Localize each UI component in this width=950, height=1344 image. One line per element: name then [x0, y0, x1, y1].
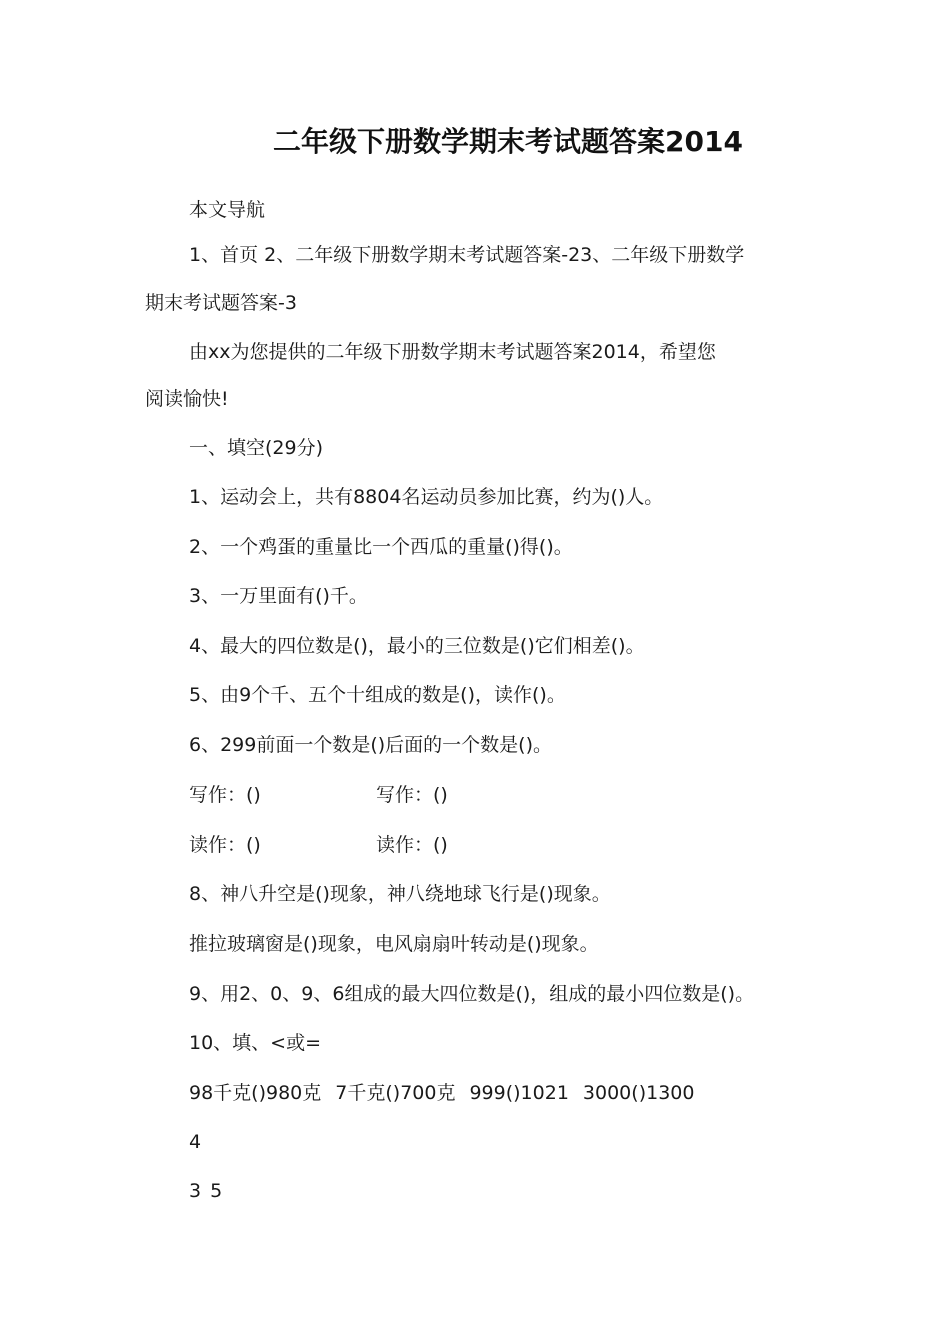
question-1: 1、运动会上，共有8804名运动员参加比赛，约为()人。: [189, 486, 664, 508]
write-blank-left: 写作：(): [189, 784, 261, 806]
intro-line1: 由xx为您提供的二年级下册数学期末考试题答案2014，希望您: [189, 341, 716, 363]
document-title: 二年级下册数学期末考试题答案2014: [273, 125, 743, 158]
stray-number-3: 3: [189, 1180, 202, 1202]
question-9: 9、用2、0、9、6组成的最大四位数是()，组成的最小四位数是()。: [189, 983, 755, 1005]
question-2: 2、一个鸡蛋的重量比一个西瓜的重量()得()。: [189, 536, 573, 558]
stray-number-5: 5: [210, 1180, 223, 1202]
nav-links-line2: 期末考试题答案-3: [145, 292, 297, 314]
question-5: 5、由9个千、五个十组成的数是()，读作()。: [189, 684, 566, 706]
intro-line2: 阅读愉快!: [145, 388, 229, 410]
compare-item-b: 7千克()700克: [335, 1082, 456, 1104]
question-8-line1: 8、神八升空是()现象，神八绕地球飞行是()现象。: [189, 883, 611, 905]
write-blank-right: 写作：(): [376, 784, 448, 806]
compare-item-a: 98千克()980克: [189, 1082, 322, 1104]
question-8-line2: 推拉玻璃窗是()现象，电风扇扇叶转动是()现象。: [189, 933, 599, 955]
read-blank-left: 读作：(): [189, 834, 261, 856]
question-4: 4、最大的四位数是()，最小的三位数是()它们相差()。: [189, 635, 645, 657]
question-3: 3、一万里面有()千。: [189, 585, 368, 607]
nav-heading: 本文导航: [189, 199, 266, 221]
stray-number-4: 4: [189, 1131, 202, 1153]
question-10: 10、填、<或=: [189, 1032, 322, 1054]
section-heading-fill-blank: 一、填空(29分): [189, 437, 324, 459]
nav-links-line1: 1、首页 2、二年级下册数学期末考试题答案-23、二年级下册数学: [189, 244, 745, 266]
stray-numbers-row: [189, 1176, 222, 1206]
question-6: 6、299前面一个数是()后面的一个数是()。: [189, 734, 553, 756]
compare-item-d: 3000()1300: [582, 1082, 695, 1104]
read-blank-right: 读作：(): [376, 834, 448, 856]
compare-item-c: 999()1021: [469, 1082, 569, 1104]
compare-row: [189, 1078, 694, 1108]
